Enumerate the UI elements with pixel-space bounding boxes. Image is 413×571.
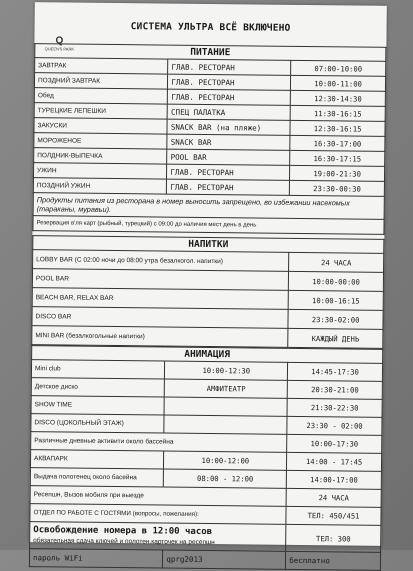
meal-name: МОРОЖЕНОЕ [34,133,168,149]
meal-place: POOL BAR [167,149,290,165]
meal-place: SNACK BAR (на пляже) [167,119,290,135]
hotel-logo [40,36,78,56]
meal-time: 11:30-16:15 [290,105,385,121]
drinks-table [31,235,384,349]
meal-name: УЖИН [33,163,167,179]
meal-name: ПОЗДНИЙ ЗАВТРАК [34,73,168,89]
meal-time: 07:00-10:00 [291,60,386,76]
bar-name: BEACH BAR, RELAX BAR [32,288,288,310]
food-table [32,43,386,235]
meal-time: 23:30-00:30 [290,180,385,196]
bar-name: DISCO BAR [32,307,288,329]
activity-place: 10:00-12:00 [164,451,287,470]
activity-time: 14:00 - 17:45 [287,452,382,471]
activity-time: 20:30-21:00 [287,380,382,399]
activity-name: Mini club [31,360,165,379]
wifi-password: qprg2013 [163,550,286,569]
activity-name: АКВАПАРК [30,450,164,469]
meal-time: 16:30-17:00 [290,135,385,151]
activity-name: DISCO (ЦОКОЛЬНЫЙ ЭТАЖ) [31,414,165,433]
meal-time: 12:30-14:30 [290,90,385,106]
meal-name: ЗАКУСКИ [34,118,168,134]
section-header-animation: АНИМАЦИЯ [32,346,383,364]
checkout-title: Освобождение номера в 12:00 часов [33,524,213,537]
meal-place: ГЛАВ. РЕСТОРАН [167,179,290,195]
meal-time: 10:00-11:00 [291,75,386,91]
meal-place: ГЛАВ. РЕСТОРАН [168,74,291,90]
checkout-phone: ТЕЛ: 300 [286,524,381,552]
menu-sheet [29,2,387,566]
food-note: Продукты питания из ресторана в номер выносить запрещено, во избежании насекомых (тараканы, муравьи). [33,193,384,220]
checkout-info [30,522,286,552]
activity-name: Детское диско [31,378,165,397]
bar-name: POOL BAR [32,269,288,291]
activity-time: 23:30 - 02:00 [287,416,382,435]
animation-table [29,345,383,571]
bar-time: КАЖДЫЙ ДЕНЬ [288,328,383,348]
meal-place: SNACK BAR [167,134,290,150]
activity-time: 24 ЧАСА [286,488,381,507]
activity-place: АМФИТЕАТР [165,379,288,398]
logo-text: QUEEN'S PARK [44,46,75,52]
activity-place: 10:00-12:30 [165,361,288,380]
wifi-label: пароль WiFi [29,549,163,568]
page-title: СИСТЕМА УЛЬТРА ВСЁ ВКЛЮЧЕНО [130,21,291,34]
reservation-note: Резервация в'ля карт (рыбный, турецкий) с 09:00 до наличия мест день в день [33,216,384,235]
checkout-subtitle: обязательная сдача ключей и полотен.карточек на ресепшн [33,536,215,546]
activity-place: 08:00 - 12:00 [164,469,287,488]
meal-time: 12:30-16:15 [290,120,385,136]
meal-place: СПЕЦ ПАЛАТКА [167,104,290,120]
meal-name: ТУРЕЦКИЕ ЛЕПЕШКИ [34,103,168,119]
logo-mark: Q [55,35,64,47]
activity-name: SHOW TIME [31,396,165,415]
activity-place [164,397,287,416]
meal-place: ГЛАВ. РЕСТОРАН [168,89,291,105]
activity-time: 21:30-22:30 [287,398,382,417]
meal-name: Обед [34,88,168,104]
section-header-food: ПИТАНИЕ [35,44,386,62]
guest-relations-phone: ТЕЛ: 450/451 [286,506,381,525]
activity-name: Ресепшн, Вызов мобиля при выезде [30,486,286,507]
section-header-drinks: НАПИТКИ [33,236,384,254]
activity-name: Различные дневные активити около бассейна [31,432,287,453]
meal-time: 19:00-21:30 [290,165,385,181]
bar-time: 10:00-16:15 [288,290,383,310]
bar-time: 24 ЧАСА [289,252,384,272]
activity-time: 14:45-17:30 [288,362,383,381]
activity-name: Выдача полотенец около басейна [30,468,164,487]
meal-name: ПОЛДНИК-ВЫПЕЧКА [34,148,168,164]
wifi-price: бесплатно [286,551,381,570]
bar-time: 23:30-02:00 [288,309,383,329]
meal-name: ЗАВТРАК [35,58,169,74]
bar-name: LOBBY BAR (С 02:00 ночи до 08:00 утра безалкогол. напитки) [33,250,289,272]
meal-place: ГЛАВ. РЕСТОРАН [167,164,290,180]
bar-time: 10:00-00:00 [289,271,384,291]
meal-place: ГЛАВ. РЕСТОРАН [168,59,291,75]
activity-time: 14:00-17:00 [286,470,381,489]
meal-name: ПОЗДНИЙ УЖИН [33,178,167,194]
activity-place [164,415,287,434]
meal-time: 16:30-17:15 [290,150,385,166]
guest-relations-label: ОТДЕЛ ПО РАБОТЕ С ГОСТЯМИ (вопросы, пожелания): [30,504,286,525]
bar-name: MINI BAR (безалкогольные напитки) [32,326,288,348]
activity-time: 10:00-17:30 [287,434,382,453]
